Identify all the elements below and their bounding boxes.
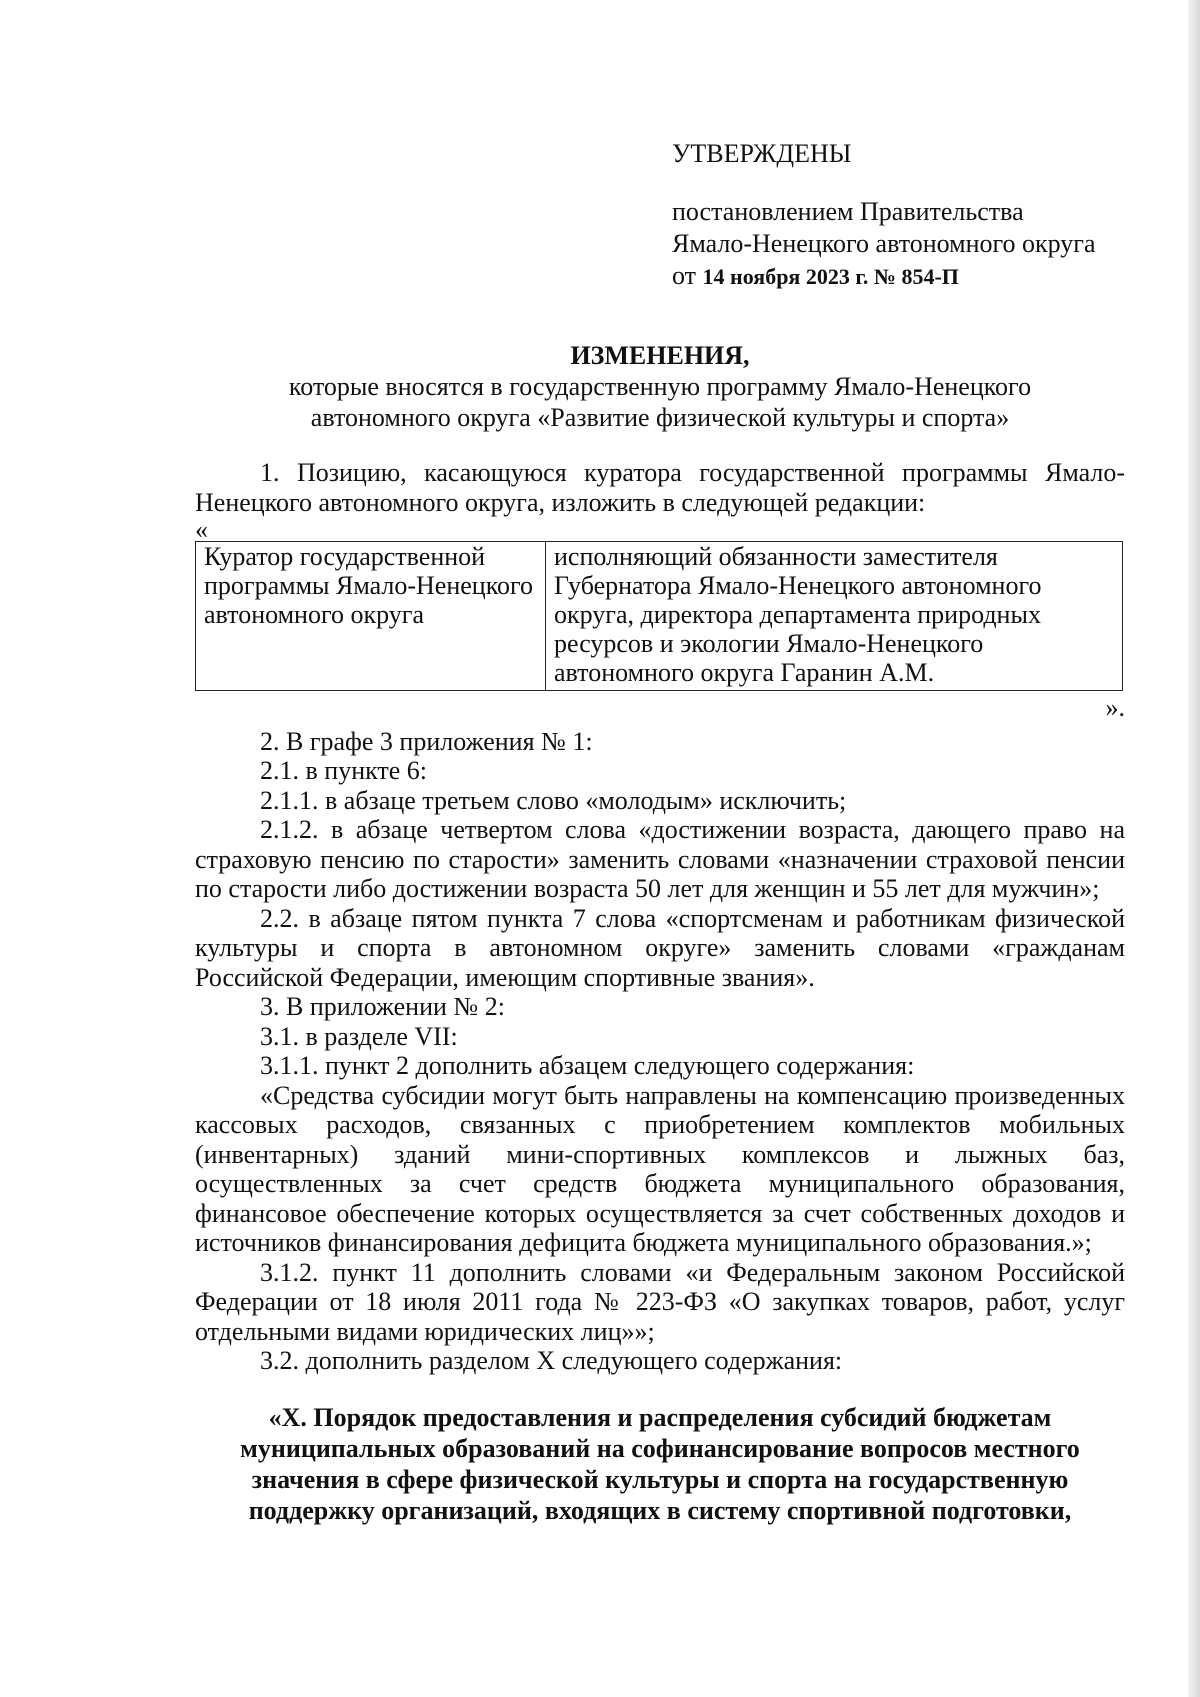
item-2-2: 2.2. в абзаце пятом пункта 7 слова «спортсменам и работникам физической культуры и спорта в автономном округе» заменить словами «гражданам Российской Федерации, имеющим спортивные звания». bbox=[195, 903, 1125, 992]
open-quote: « bbox=[195, 515, 208, 544]
item-3-1: 3.1. в разделе VII: bbox=[260, 1021, 458, 1051]
approval-date-line bbox=[672, 260, 1096, 293]
item-2: 2. В графе 3 приложения № 1: bbox=[260, 726, 593, 756]
item-1: 1. Позицию, касающуюся куратора государственной программы Ямало-Ненецкого автономного округа, изложить в следующей редакции: bbox=[195, 458, 1125, 517]
item-3-1-1-text: «Средства субсидии могут быть направлены на компенсацию произведенных кассовых расходов, связанных с приобретением комплектов мобильных (инвентарных) зданий мини-спортивных комплексов и лыжных баз, осуществленных за счет средств бюджета муниципального образования, финансовое обеспечение которых осуществляется за счет собственных доходов и источников финансирования дефицита бюджета муниципального образования.»; bbox=[195, 1080, 1125, 1257]
item-3: 3. В приложении № 2: bbox=[260, 992, 505, 1021]
item-2-1: 2.1. в пункте 6: bbox=[260, 756, 428, 785]
approval-date-value: 14 ноября 2023 г. № 854-П bbox=[702, 264, 959, 289]
document-subtitle-line-2: автономного округа «Развитие физической культуры и спорта» bbox=[310, 403, 1010, 432]
document-title: ИЗМЕНЕНИЯ, bbox=[570, 341, 750, 370]
section-x-heading: «X. Порядок предоставления и распределения субсидий бюджетам муниципальных образований на софинансирование вопросов местного значения в сфере физической культуры и спорта на государственную поддержку организаций, входящих в систему спортивной подготовки, bbox=[240, 1402, 1080, 1525]
item-2-1-2: 2.1.2. в абзаце четвертом слова «достижении возраста, дающего право на страховую пенсию по старости» заменить словами «назначении страховой пенсии по старости либо достижении возраста 50 лет для женщин и 55 лет для мужчин»; bbox=[195, 815, 1125, 903]
document-subtitle-line-1: которые вносятся в государственную программу Ямало-Ненецкого bbox=[288, 372, 1032, 401]
page-edge-shadow bbox=[1188, 0, 1200, 1697]
close-quote: ». bbox=[1105, 693, 1125, 722]
approval-block bbox=[672, 138, 1096, 293]
curator-table bbox=[195, 541, 1123, 691]
curator-label-cell: Куратор государственной программы Ямало-Ненецкого автономного округа bbox=[196, 542, 546, 691]
approval-date-prefix: от bbox=[672, 261, 697, 290]
approval-stamp: УТВЕРЖДЕНЫ bbox=[672, 139, 852, 168]
title-block bbox=[195, 340, 1125, 433]
approval-line-2: Ямало-Ненецкого автономного округа bbox=[672, 229, 1096, 258]
item-2-1-1: 2.1.1. в абзаце третьем слово «молодым» исключить; bbox=[260, 785, 847, 815]
table-row bbox=[196, 542, 1123, 691]
item-3-2: 3.2. дополнить разделом X следующего содержания: bbox=[260, 1346, 843, 1375]
item-3-1-2: 3.1.2. пункт 11 дополнить словами «и Федеральным законом Российской Федерации от 18 июля 2011 года № 223-ФЗ «О закупках товаров, работ, услуг отдельными видами юридических лиц»»; bbox=[195, 1257, 1125, 1346]
document-body bbox=[195, 458, 1125, 1526]
curator-value-cell: исполняющий обязанности заместителя Губернатора Ямало-Ненецкого автономного округа, директора департамента природных ресурсов и экологии Ямало-Ненецкого автономного округа Гаранин А.М. bbox=[546, 542, 1123, 691]
approval-line-1: постановлением Правительства bbox=[672, 197, 1024, 226]
item-3-1-1: 3.1.1. пункт 2 дополнить абзацем следующего содержания: bbox=[260, 1051, 915, 1080]
